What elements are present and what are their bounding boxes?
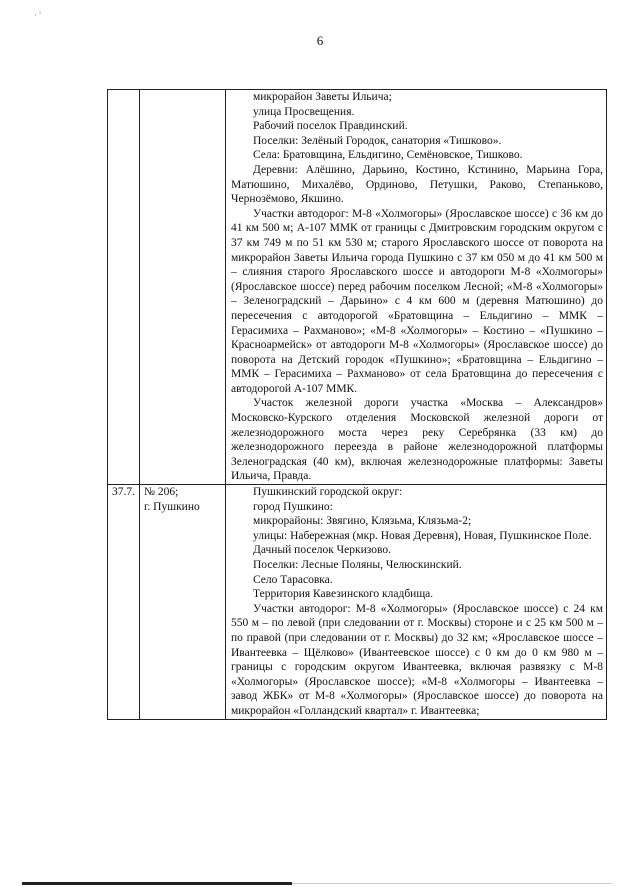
territory-paragraph: Участки автодорог: М-8 «Холмогоры» (Ярославское шоссе) с 36 км до 41 км 500 м; А-107 ММК от границы с Дмитровским городским округом с 37 км 749 м по 51 км 530 м; старого Ярославского шоссе от поворота на микрорайон Заветы Ильича города Пушкино с 37 км 050 м до 41 км 500 м – слияния старого Ярославского шоссе и автодороги М-8 «Холмогоры» (Ярославское шоссе) перед рабочим поселком Лесной; «М-8 «Холмогоры» – Зеленоградский – Дарьино» с 4 км 600 м (деревня Матюшино) до пересечения с автодорогой «Братовщина – Ельдигино – ММК – Герасимиха – Рахманово»; «М-8 «Холмогоры» – Костино – «Пушкино – Красноармейск» от автодороги М-8 «Холмогоры» (Ярославское шоссе) до поворота на Детский городок «Пушкино»; «Братовщина – Ельдигино – ММК – Герасимиха – Рахманово» от села Братовщина до пересечения с автодорогой А-107 ММК. [231, 207, 603, 395]
territory-paragraph: Поселки: Лесные Поляны, Челюскинский. [253, 559, 462, 571]
scan-edge-line [22, 882, 292, 885]
territory-paragraph: микрорайоны: Звягино, Клязьма, Клязьма-2; [253, 515, 472, 528]
territory-paragraph: Села: Братовщина, Ельдигино, Семёновское, Тишково. [253, 149, 523, 162]
territory-paragraph: город Пушкино: [253, 500, 333, 513]
territory-paragraph: микрорайон Заветы Ильича; [253, 91, 392, 103]
territory-paragraph: Дачный поселок Черкизово. [253, 544, 391, 557]
territory-paragraph: Село Тарасовка. [253, 573, 333, 586]
territory-paragraph: Деревни: Алёшино, Дарьино, Костино, Кстинино, Марьина Гора, Матюшино, Михалёво, Ординово, Петушки, Раково, Степаньково, Чернозёмово, Якшино. [231, 163, 603, 206]
district-city: г. Пушкино [144, 500, 200, 513]
territory-description-cell [226, 90, 607, 485]
territory-paragraph: Участки автодорог: М-8 «Холмогоры» (Ярославское шоссе) с 24 км 550 м – по левой (при следовании от г. Москвы) стороне и с 25 км 500 м – по правой (при следовании от г. Москвы) до 32 км; «Ярославское шоссе – Ивантеевка – Щёлково» (Ивантеевское шоссе) с 0 км до 0 км 980 м – границы с городским округом Ивантеевка, включая развязку с М-8 «Холмогоры» (Ярославское шоссе); «М-8 «Холмогоры – Ивантеевка – завод ЖБК» от М-8 «Холмогоры» (Ярославское шоссе) до поворота на микрорайон «Голландский квартал» г. Ивантеевка; [231, 602, 603, 717]
scan-edge-line [292, 883, 612, 884]
territory-paragraph: улицы: Набережная (мкр. Новая Деревня), Новая, Пушкинское Поле. [253, 529, 592, 542]
row-number-cell: 37.7. [108, 485, 140, 720]
territory-paragraph: Пушкинский городской округ: [253, 486, 403, 499]
territory-paragraph: Рабочий поселок Правдинский. [253, 120, 408, 133]
document-table [107, 89, 607, 720]
page-number: 6 [316, 33, 324, 48]
territory-description-cell [226, 485, 607, 720]
scan-speck: · ' [34, 10, 41, 20]
table-row [108, 485, 607, 720]
district-number: № 206; [144, 486, 179, 499]
territory-paragraph: Участок железной дороги участка «Москва – Александров» Московско-Курского отделения Московской железной дороги от железнодорожного моста через реку Серебрянка (33 км) до железнодорожного переезда в районе железнодорожной платформы Зеленоградская (40 км), включая железнодорожные платформы: Заветы Ильича, Правда. [231, 397, 603, 483]
territory-paragraph: Территория Кавезинского кладбища. [253, 588, 434, 601]
territory-paragraph: улица Просвещения. [253, 105, 355, 118]
row-number-cell [108, 90, 140, 485]
district-name-cell [140, 485, 226, 720]
table-row [108, 90, 607, 485]
district-name-cell [140, 90, 226, 485]
territory-paragraph: Поселки: Зелёный Городок, санатория «Тишково». [253, 134, 502, 147]
